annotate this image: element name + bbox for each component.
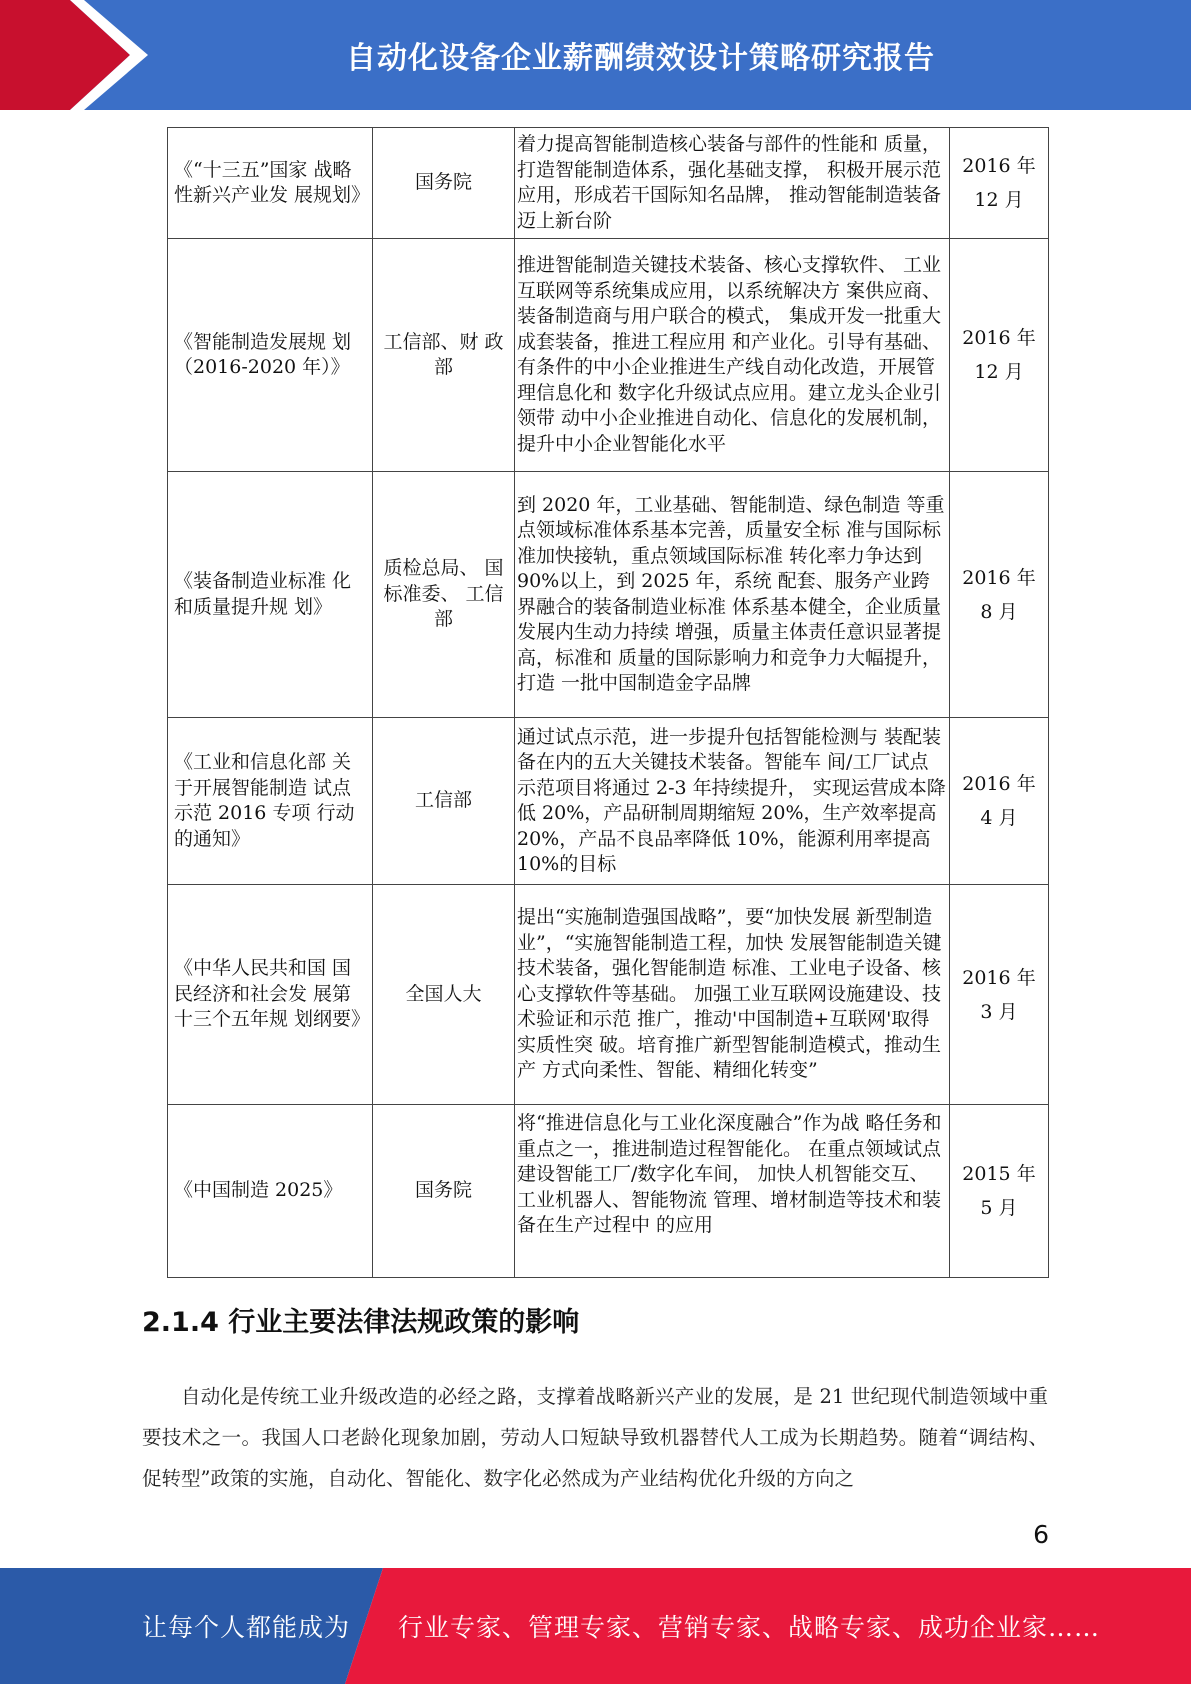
issue-date	[950, 472, 1049, 718]
issue-date	[950, 718, 1049, 885]
header-arrow-decoration	[0, 0, 150, 110]
policy-description: 提出“实施制造强国战略”，要“加快发展 新型制造业”，“实施智能制造工程，加快 发展智能制造关键技术装备，强化智能制造 标准、工业电子设备、核心支撑软件等基础。 加强工业互联网设施建设、技术验证和示范 推广，推动'中国制造+互联网'取得实质性突 破。培育推广新型智能制造模式，推动生产 方式向柔性、智能、精细化转变”	[515, 885, 950, 1105]
policy-name: 《中国制造 2025》	[168, 1105, 373, 1278]
section-heading: 2.1.4 行业主要法律法规政策的影响	[142, 1307, 580, 1338]
issuing-department: 质检总局、 国标准委、 工信部	[373, 472, 515, 718]
issue-date	[950, 239, 1049, 472]
page-number: 6	[1033, 1520, 1049, 1549]
table-row	[168, 128, 1049, 239]
table-row	[168, 1105, 1049, 1278]
issue-month: 5 月	[980, 1197, 1018, 1219]
issuing-department: 全国人大	[373, 885, 515, 1105]
table-row	[168, 885, 1049, 1105]
issue-year: 2016 年	[962, 327, 1036, 349]
issue-year: 2015 年	[962, 1163, 1036, 1185]
issue-date	[950, 128, 1049, 239]
policy-name: 《装备制造业标准 化和质量提升规 划》	[168, 472, 373, 718]
issuing-department: 国务院	[373, 1105, 515, 1278]
issue-year: 2016 年	[962, 566, 1036, 589]
footer-slogan-right: 行业专家、管理专家、营销专家、战略专家、成功企业家……	[398, 1613, 1101, 1642]
issue-month: 12 月	[974, 189, 1024, 211]
policy-name: 《中华人民共和国 国民经济和社会发 展第十三个五年规 划纲要》	[168, 885, 373, 1105]
policy-description: 到 2020 年，工业基础、智能制造、绿色制造 等重点领域标准体系基本完善，质量安全标 准与国际标准加快接轨，重点领域国际标准 转化率力争达到 90%以上，到 2025 年，系统 配套、服务产业跨界融合的装备制造业标准 体系基本健全，企业质量发展内生动力持续 增强，质量主体责任意识显著提高，标准和 质量的国际影响力和竞争力大幅提升，打造 一批中国制造金字品牌	[515, 472, 950, 718]
policy-description: 推进智能制造关键技术装备、核心支撑软件、 工业互联网等系统集成应用，以系统解决方 案供应商、装备制造商与用户联合的模式， 集成开发一批重大成套装备，推进工程应用 和产业化。引导有基础、有条件的中小企业推进生产线自动化改造，开展管理信息化和 数字化升级试点应用。建立龙头企业引领带 动中小企业推进自动化、信息化的发展机制， 提升中小企业智能化水平	[515, 239, 950, 472]
policy-name: 《智能制造发展规 划（2016-2020 年）》	[168, 239, 373, 472]
policy-description: 将“推进信息化与工业化深度融合”作为战 略任务和重点之一，推进制造过程智能化。 在重点领域试点建设智能工厂/数字化车间， 加快人机智能交互、工业机器人、智能物流 管理、增材制造等技术和装备在生产过程中 的应用	[515, 1105, 950, 1278]
issue-date	[950, 885, 1049, 1105]
table-row	[168, 718, 1049, 885]
policy-description: 着力提高智能制造核心装备与部件的性能和 质量，打造智能制造体系，强化基础支撑， 积极开展示范应用，形成若干国际知名品牌， 推动智能制造装备迈上新台阶	[515, 128, 950, 239]
issue-month: 3 月	[980, 1000, 1018, 1023]
issuing-department: 国务院	[373, 128, 515, 239]
issue-year: 2016 年	[962, 966, 1036, 989]
page-footer	[0, 1568, 1191, 1684]
issuing-department: 工信部、财 政部	[373, 239, 515, 472]
report-title: 自动化设备企业薪酬绩效设计策略研究报告	[346, 41, 935, 76]
body-paragraph: 自动化是传统工业升级改造的必经之路，支撑着战略新兴产业的发展，是 21 世纪现代制造领域中重要技术之一。我国人口老龄化现象加剧，劳动人口短缺导致机器替代人工成为长期趋势。随着“调结构、促转型”政策的实施，自动化、智能化、数字化必然成为产业结构优化升级的方向之	[142, 1385, 1048, 1490]
issue-year: 2016 年	[962, 155, 1036, 177]
issue-year: 2016 年	[962, 773, 1036, 795]
issue-month: 4 月	[980, 807, 1018, 829]
footer-slogan-left: 让每个人都能成为	[142, 1613, 351, 1642]
issue-month: 8 月	[980, 600, 1018, 623]
issuing-department: 工信部	[373, 718, 515, 885]
policy-name: 《“十三五”国家 战略性新兴产业发 展规划》	[168, 128, 373, 239]
table-row	[168, 472, 1049, 718]
table-row	[168, 239, 1049, 472]
issue-month: 12 月	[974, 361, 1024, 383]
page-header	[0, 0, 1191, 110]
policy-table	[167, 127, 1049, 1278]
issue-date	[950, 1105, 1049, 1278]
policy-description: 通过试点示范，进一步提升包括智能检测与 装配装备在内的五大关键技术装备。智能车 间/工厂试点示范项目将通过 2-3 年持续提升， 实现运营成本降低 20%，产品研制周期缩短 20%，生产效率提高 20%，产品不良品率降低 10%，能源利用率提高 10%的目标	[515, 718, 950, 885]
policy-name: 《工业和信息化部 关于开展智能制造 试点示范 2016 专项 行动的通知》	[168, 718, 373, 885]
